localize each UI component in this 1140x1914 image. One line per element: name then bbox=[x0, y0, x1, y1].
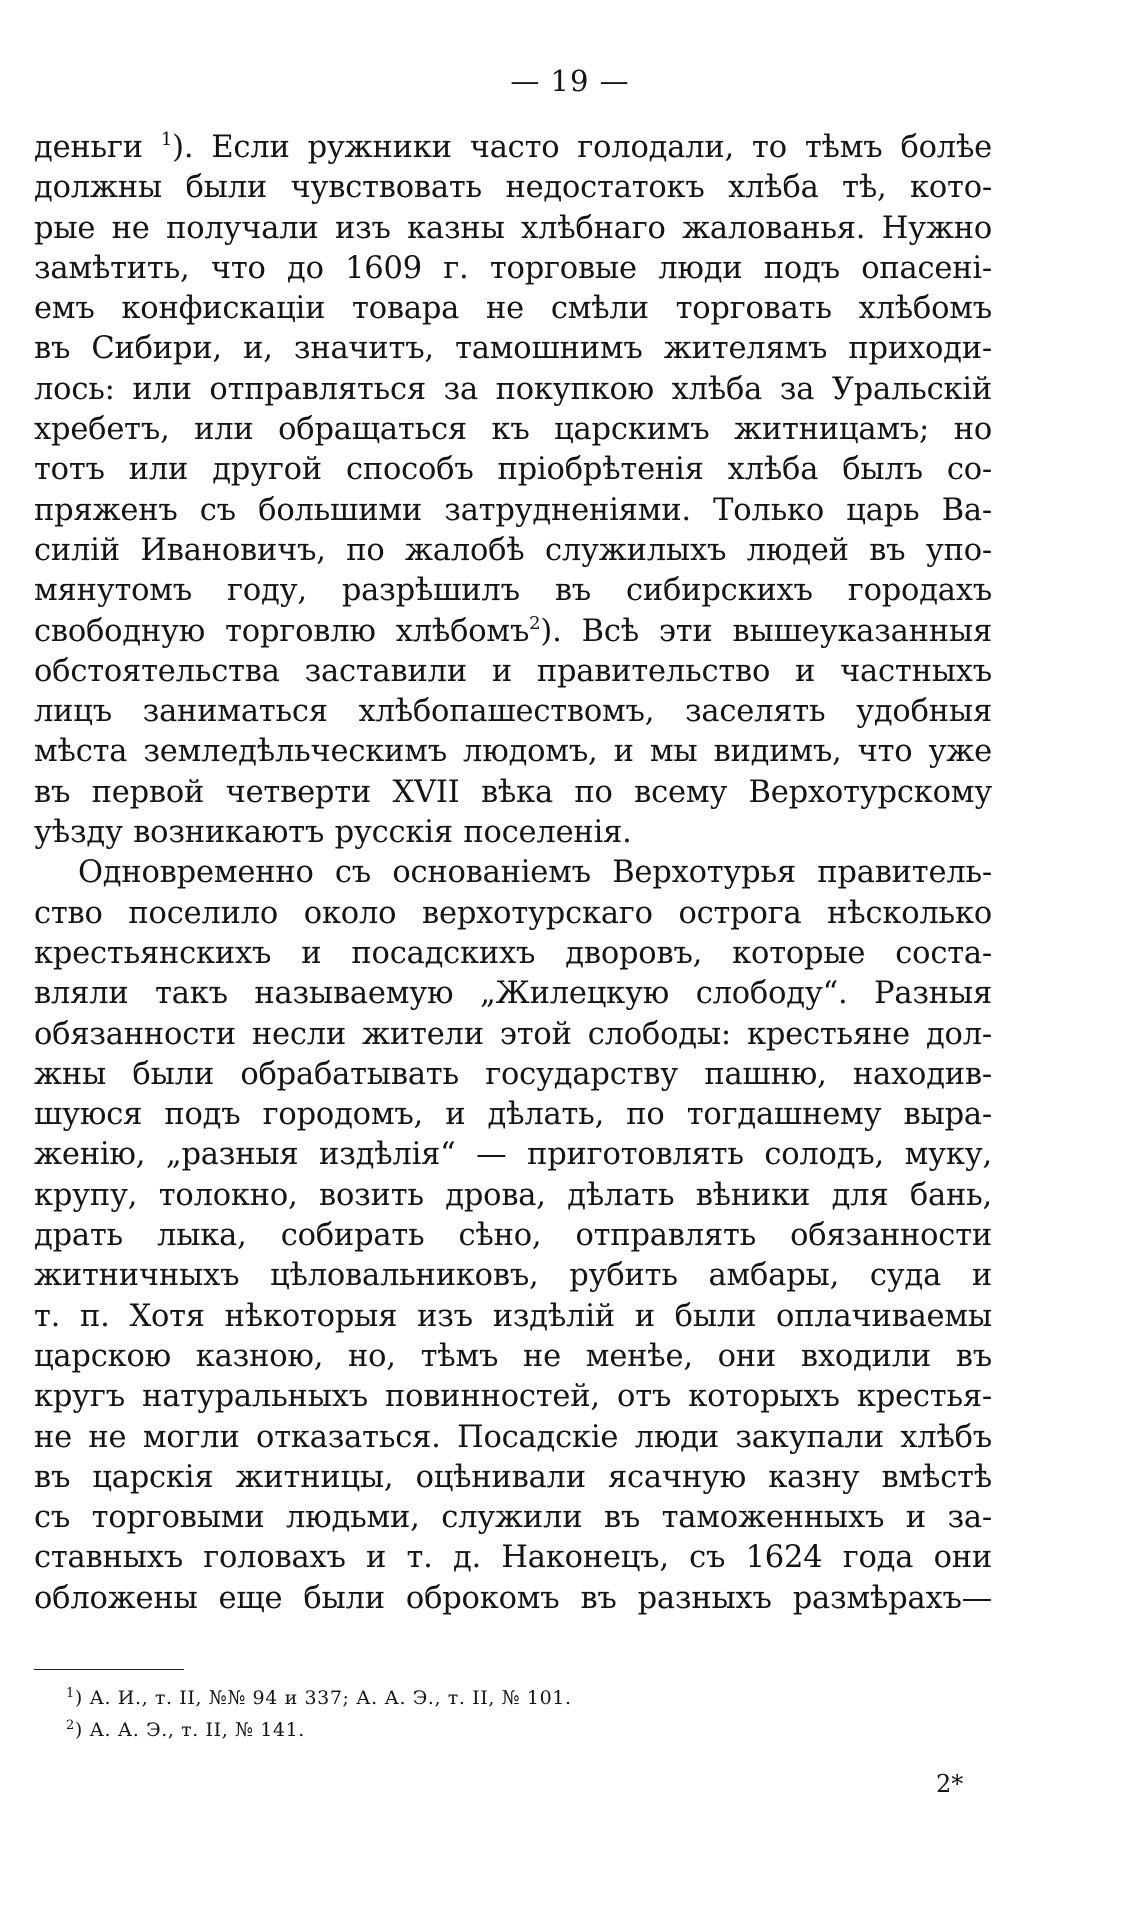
text-line: мѣста земледѣльческимъ людомъ, и мы видимъ, что уже bbox=[34, 734, 992, 770]
text-line: женію, „разныя издѣлія“ — приготовлять солодъ, муку, bbox=[34, 1137, 992, 1173]
footnote-ref: 1 bbox=[160, 129, 173, 150]
text-line: рые не получали изъ казны хлѣбнаго жалованья. Нужно bbox=[34, 210, 992, 246]
footnote-divider bbox=[34, 1669, 184, 1670]
text-line: драть лыка, собирать сѣно, отправлять обязанности bbox=[34, 1218, 992, 1254]
text-line: шуюся подъ городомъ, и дѣлать, по тогдашнему выра- bbox=[34, 1097, 992, 1133]
text-line: емъ конфискаціи товара не смѣли торговать хлѣбомъ bbox=[34, 291, 992, 327]
text-line: обстоятельства заставили и правительство и частныхъ bbox=[34, 653, 992, 689]
body-text bbox=[34, 128, 992, 1619]
text-line: лось: или отправляться за покупкою хлѣба за Уральскій bbox=[34, 371, 992, 407]
printer-signature-mark: 2* bbox=[936, 1770, 964, 1798]
text-line: обложены еще были оброкомъ въ разныхъ размѣрахъ— bbox=[34, 1580, 992, 1616]
text-line: пряженъ съ большими затрудненіями. Только царь Ва- bbox=[34, 492, 992, 528]
footnote-marker: 2 bbox=[66, 1718, 75, 1733]
text-line: деньги $^1$). Если ружники часто голодали, то тѣмъ болѣе bbox=[34, 129, 992, 165]
text-line: царскою казною, но, тѣмъ не менѣе, они входили въ bbox=[34, 1338, 992, 1374]
text-line: силій Ивановичъ, по жалобѣ служилыхъ людей въ упо- bbox=[34, 532, 992, 568]
text-line: вляли такъ называемую „Жилецкую слободу“. Разныя bbox=[34, 976, 992, 1012]
text-line: кругъ натуральныхъ повинностей, отъ которыхъ крестья- bbox=[34, 1379, 992, 1415]
text-line: ство поселило около верхотурскаго острога нѣсколько bbox=[34, 895, 992, 931]
text-line: не не могли отказаться. Посадскіе люди закупали хлѣбъ bbox=[34, 1419, 992, 1455]
footnote-ref: 2 bbox=[529, 612, 541, 634]
text-line: хребетъ, или обращаться къ царскимъ житницамъ; но bbox=[34, 412, 992, 448]
text-line: крестьянскихъ и посадскихъ дворовъ, которые соста- bbox=[34, 935, 992, 971]
footnote: $^1$) А. И., т. II, №№ 94 и 337; А. А. Э., т. II, № 101. bbox=[66, 1686, 572, 1709]
page-number: — 19 — bbox=[510, 64, 630, 98]
footnote-marker: 1 bbox=[66, 1686, 75, 1701]
footnotes bbox=[66, 1682, 966, 1746]
text-line: мянутомъ году, разрѣшилъ въ сибирскихъ городахъ bbox=[34, 573, 992, 609]
text-line: должны были чувствовать недостатокъ хлѣба тѣ, кото- bbox=[34, 170, 992, 206]
text-line: житничныхъ цѣловальниковъ, рубить амбары, суда и bbox=[34, 1258, 992, 1294]
text-line: замѣтить, что до 1609 г. торговые люди подъ опасені- bbox=[34, 250, 992, 286]
text-line: жны были обрабатывать государству пашню, находив- bbox=[34, 1056, 992, 1092]
text-line: ставныхъ головахъ и т. д. Наконецъ, съ 1624 года они bbox=[34, 1540, 992, 1576]
text-line: въ Сибири, и, значитъ, тамошнимъ жителямъ приходи- bbox=[34, 331, 992, 367]
text-line: съ торговыми людьми, служили въ таможенныхъ и за- bbox=[34, 1500, 992, 1536]
text-line: въ первой четверти XVII вѣка по всему Верхотурскому bbox=[34, 774, 992, 810]
text-line: уѣзду возникаютъ русскія поселенія. bbox=[34, 815, 632, 851]
text-line: свободную торговлю хлѣбомъ$^2$). Всѣ эти вышеуказанныя bbox=[34, 612, 992, 649]
text-line: въ царскія житницы, оцѣнивали ясачную казну вмѣстѣ bbox=[34, 1459, 992, 1495]
text-line: Одновременно съ основаніемъ Верхотурья правитель- bbox=[78, 855, 992, 891]
text-line: обязанности несли жители этой слободы: крестьяне дол- bbox=[34, 1016, 992, 1052]
text-line: крупу, толокно, возить дрова, дѣлать вѣники для бань, bbox=[34, 1177, 992, 1213]
footnote: $^2$) А. А. Э., т. II, № 141. bbox=[66, 1718, 305, 1741]
text-line: т. п. Хотя нѣкоторыя изъ издѣлій и были оплачиваемы bbox=[34, 1298, 992, 1334]
text-line: лицъ заниматься хлѣбопашествомъ, заселять удобныя bbox=[34, 694, 992, 730]
text-line: тотъ или другой способъ пріобрѣтенія хлѣба былъ со- bbox=[34, 452, 992, 488]
